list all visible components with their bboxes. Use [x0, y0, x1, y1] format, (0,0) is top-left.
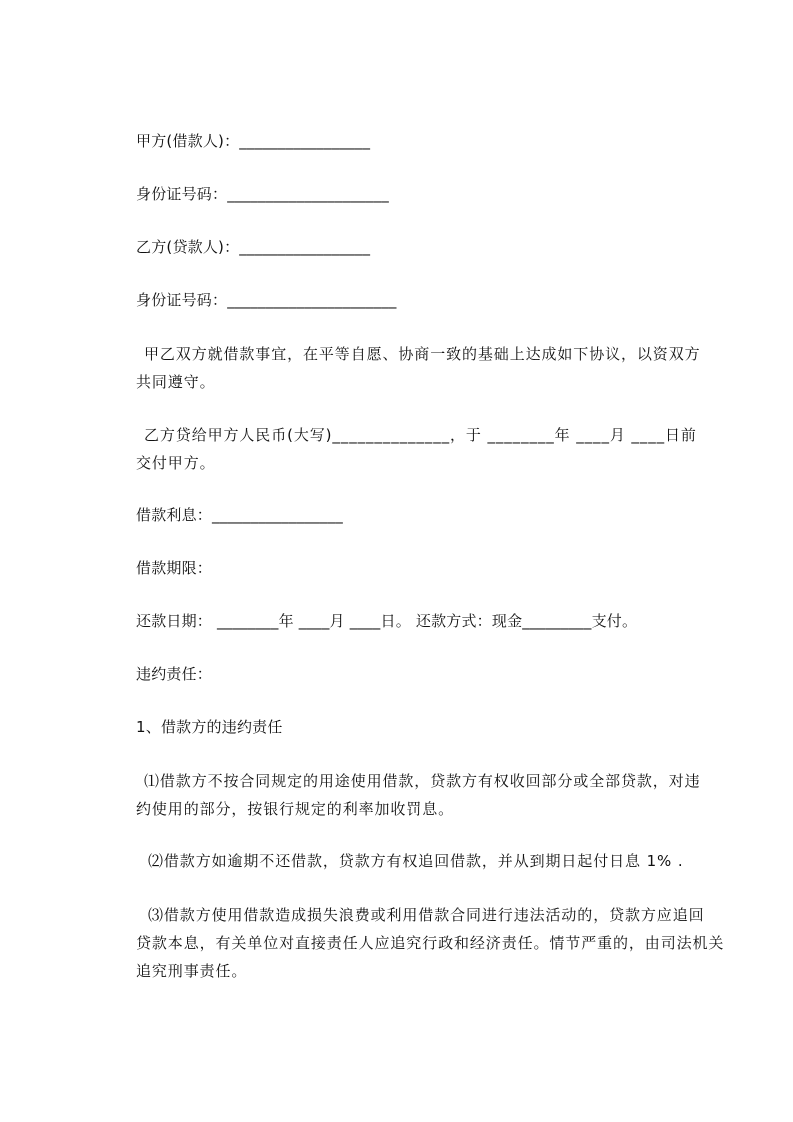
party-b-id-line: 身份证号码：______________________ — [136, 291, 397, 309]
clause-3-line-2: 贷款本息，有关单位对直接责任人应追究行政和经济责任。情节严重的，由司法机关 — [136, 934, 725, 952]
party-a-line: 甲方(借款人)：_________________ — [136, 132, 371, 150]
term-line: 借款期限： — [136, 559, 213, 577]
clause-3-line-1: ⑶借款方使用借款造成损失浪费或利用借款合同进行违法活动的，贷款方应追回 — [148, 906, 705, 924]
intro-paragraph — [136, 340, 701, 396]
party-a-id-line: 身份证号码：_____________________ — [136, 185, 389, 203]
clause-1-line-2: 约使用的部分，按银行规定的利率加收罚息。 — [136, 800, 455, 818]
liability-heading: 违约责任： — [136, 665, 213, 683]
amount-line-1: 乙方贷给甲方人民币(大写)______________，于 ________年 ____月 ____日前 — [144, 426, 697, 444]
clause-2-line: ⑵借款方如逾期不还借款，贷款方有权追回借款，并从到期日起付日息 1% . — [148, 852, 684, 870]
amount-line-2: 交付甲方。 — [136, 454, 216, 472]
borrower-liability-heading: 1、借款方的违约责任 — [136, 718, 283, 736]
intro-line-2: 共同遵守。 — [136, 373, 216, 391]
repayment-line: 还款日期： ________年 ____月 ____日。 还款方式：现金_________支付。 — [136, 612, 638, 630]
intro-line-1: 甲乙双方就借款事宜，在平等自愿、协商一致的基础上达成如下协议，以资双方 — [144, 345, 701, 363]
party-b-line: 乙方(贷款人)：_________________ — [136, 238, 371, 256]
clause-3-paragraph — [136, 901, 725, 985]
clause-1-line-1: ⑴借款方不按合同规定的用途使用借款，贷款方有权收回部分或全部贷款，对违 — [144, 772, 701, 790]
interest-line: 借款利息：_________________ — [136, 506, 343, 524]
clause-3-line-3: 追究刑事责任。 — [136, 962, 248, 980]
clause-1-paragraph — [136, 767, 701, 823]
amount-paragraph — [136, 421, 701, 477]
